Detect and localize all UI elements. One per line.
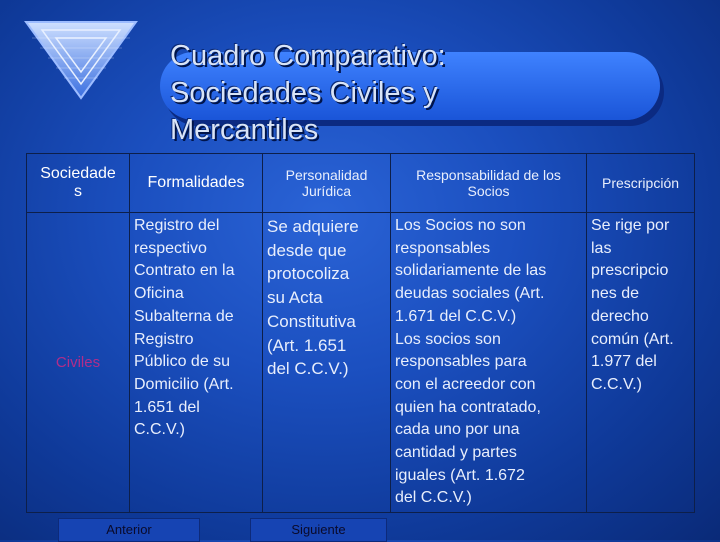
formalidades-line: Oficina bbox=[134, 285, 184, 303]
responsabilidad-line: Los Socios no son bbox=[395, 217, 526, 234]
personalidad-line: Constitutiva bbox=[267, 311, 356, 331]
header-prescripcion: Prescripción bbox=[587, 154, 695, 213]
header-responsabilidad-line2: Socios bbox=[467, 183, 510, 199]
cell-responsabilidad bbox=[391, 213, 587, 513]
formalidades-line: Registro bbox=[134, 330, 194, 348]
prescripcion-line: las bbox=[591, 239, 612, 257]
personalidad-line: protocoliza bbox=[267, 264, 350, 284]
responsabilidad-line: responsables bbox=[395, 239, 491, 257]
header-responsabilidad-line1: Responsabilidad de los bbox=[416, 167, 561, 183]
responsabilidad-line: cada uno por una bbox=[395, 421, 520, 439]
siguiente-button[interactable]: Siguiente bbox=[250, 518, 387, 542]
cell-sociedad: Civiles bbox=[27, 213, 130, 513]
header-responsabilidad bbox=[391, 154, 587, 213]
responsabilidad-line: responsables para bbox=[395, 353, 527, 371]
personalidad-line: (Art. 1.651 bbox=[267, 335, 347, 355]
page-title bbox=[170, 38, 690, 149]
title-line-2: Sociedades Civiles y bbox=[170, 77, 438, 109]
prescripcion-line: común (Art. bbox=[591, 330, 674, 348]
formalidades-line: respectivo bbox=[134, 239, 207, 257]
responsabilidad-line: 1.671 del C.C.V.) bbox=[395, 307, 517, 325]
responsabilidad-line: deudas sociales (Art. bbox=[395, 285, 545, 303]
personalidad-line: su Acta bbox=[267, 288, 323, 308]
formalidades-line: Público de su bbox=[134, 353, 231, 371]
header-sociedades bbox=[27, 154, 130, 213]
comparison-table bbox=[26, 153, 694, 513]
header-sociedades-line2: s bbox=[74, 183, 82, 200]
header-personalidad-line2: Jurídica bbox=[301, 183, 352, 199]
personalidad-line: desde que bbox=[267, 240, 347, 260]
title-line-1: Cuadro Comparativo: bbox=[170, 40, 446, 72]
responsabilidad-line: cantidad y partes bbox=[395, 444, 517, 462]
formalidades-line: Registro del bbox=[134, 217, 220, 234]
triangle-logo bbox=[22, 18, 140, 100]
responsabilidad-line: solidariamente de las bbox=[395, 262, 547, 280]
formalidades-line: Subalterna de bbox=[134, 307, 234, 325]
prescripcion-line: Se rige por bbox=[591, 217, 670, 234]
header-personalidad bbox=[263, 154, 391, 213]
title-line-3: Mercantiles bbox=[170, 114, 319, 146]
formalidades-line: C.C.V.) bbox=[134, 421, 185, 439]
prescripcion-line: 1.977 del bbox=[591, 353, 657, 371]
header-formalidades: Formalidades bbox=[130, 154, 263, 213]
cell-personalidad bbox=[263, 213, 391, 513]
cell-prescripcion bbox=[587, 213, 695, 513]
responsabilidad-line: iguales (Art. 1.672 bbox=[395, 466, 525, 484]
personalidad-line: del C.C.V.) bbox=[267, 359, 349, 379]
prescripcion-line: nes de bbox=[591, 285, 640, 303]
prescripcion-line: derecho bbox=[591, 307, 649, 325]
cell-formalidades bbox=[130, 213, 263, 513]
anterior-button[interactable]: Anterior bbox=[58, 518, 200, 542]
formalidades-line: Domicilio (Art. bbox=[134, 375, 234, 393]
responsabilidad-line: Los socios son bbox=[395, 330, 501, 348]
table-row bbox=[27, 213, 695, 513]
header-sociedades-line1: Sociedade bbox=[40, 165, 116, 182]
formalidades-line: 1.651 del bbox=[134, 398, 200, 416]
prescripcion-line: C.C.V.) bbox=[591, 375, 642, 393]
responsabilidad-line: quien ha contratado, bbox=[395, 398, 541, 416]
personalidad-line: Se adquiere bbox=[267, 217, 359, 236]
header-row bbox=[27, 154, 695, 213]
responsabilidad-line: del C.C.V.) bbox=[395, 489, 472, 507]
header-personalidad-line1: Personalidad bbox=[285, 167, 368, 183]
prescripcion-line: prescripcio bbox=[591, 262, 669, 280]
formalidades-line: Contrato en la bbox=[134, 262, 235, 280]
responsabilidad-line: con el acreedor con bbox=[395, 375, 536, 393]
